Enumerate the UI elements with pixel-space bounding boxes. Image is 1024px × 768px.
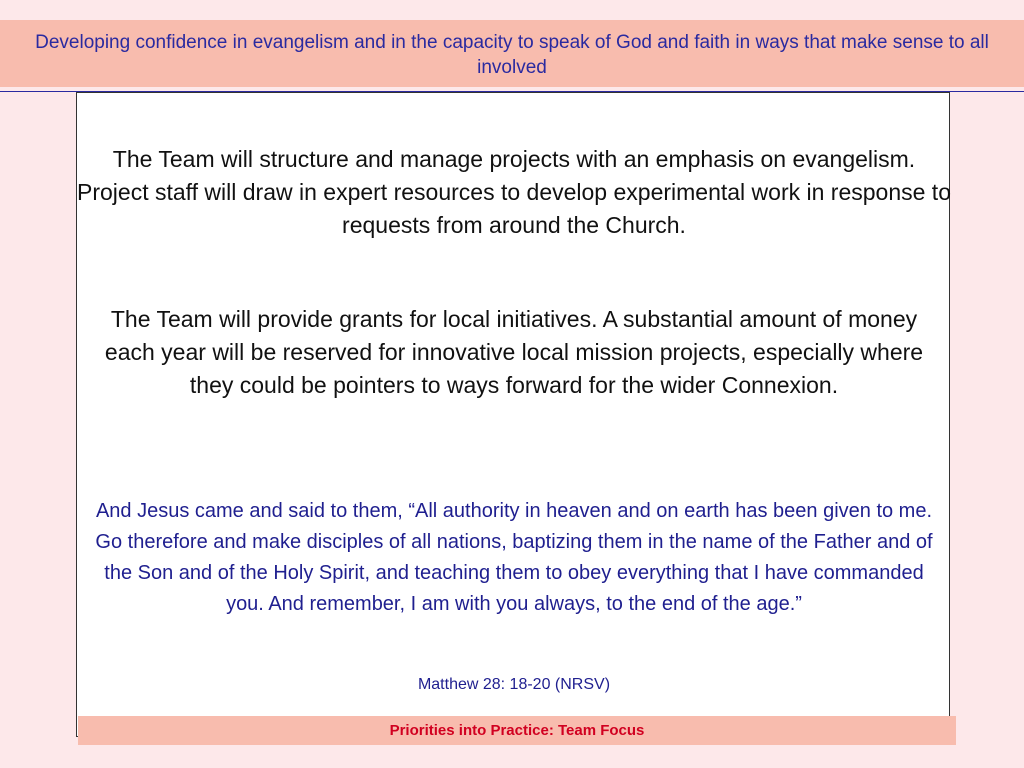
scripture-quote: And Jesus came and said to them, “All authority in heaven and on earth has been given to me. Go therefore and make disciples of all nations, baptizing them in the name of the Father and of the Son and of the Holy Spirit, and teaching them to obey everything that I have commanded you. And remember, I am with you always, to the end of the age.” [95,500,933,615]
content-panel [76,92,950,737]
scripture-citation: Matthew 28: 18-20 (NRSV) [417,676,611,693]
footer-band [78,716,956,745]
team-projects-paragraph: The Team will structure and manage projects with an emphasis on evangelism. Project staff will draw in expert resources to develop experimental work in response to requests from around the Church. [77,146,951,238]
slide-title: Developing confidence in evangelism and in the capacity to speak of God and faith in ways that make sense to all involved [35,32,989,78]
footer-label: Priorities into Practice: Team Focus [389,722,645,739]
team-grants-paragraph: The Team will provide grants for local initiatives. A substantial amount of money each year will be reserved for innovative local mission projects, especially where they could be pointers to ways forward for the wider Connexion. [104,306,924,398]
